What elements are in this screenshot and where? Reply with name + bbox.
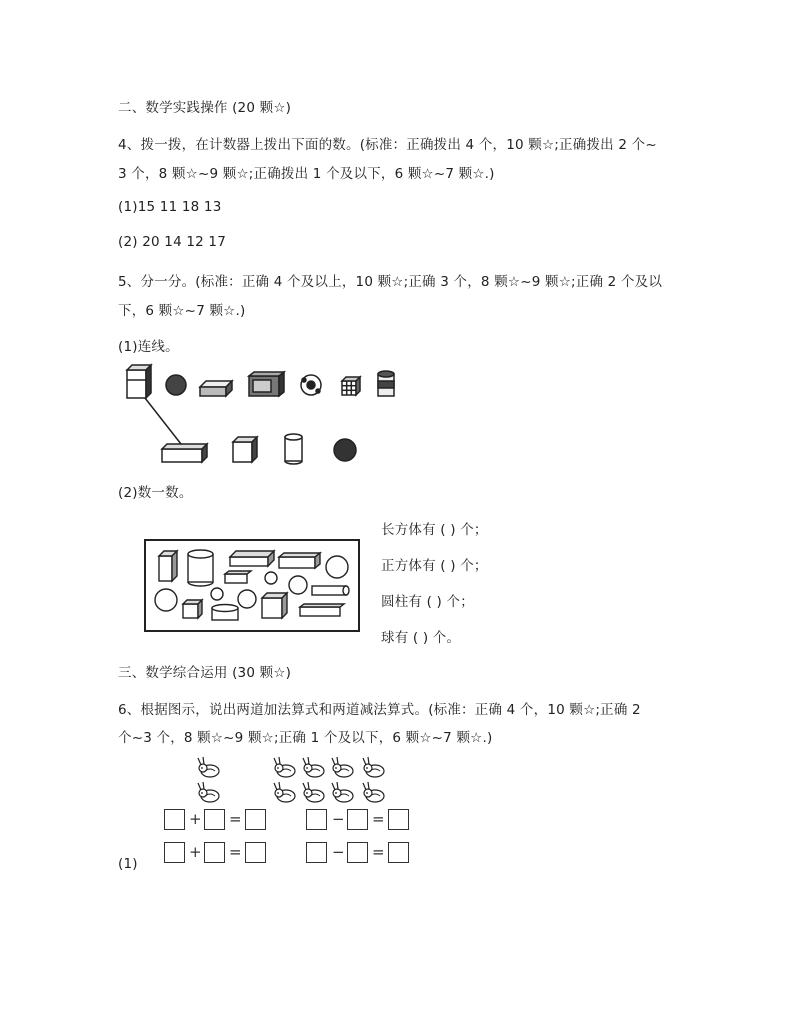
section-heading-application: 三、数学综合运用 (30 颗☆) (118, 665, 292, 681)
counting-sphere-6 (238, 590, 256, 608)
minus-sign: − (332, 810, 345, 828)
counting-cuboid-4 (225, 571, 251, 583)
soccer-ball-object[interactable] (301, 375, 321, 395)
cube-shape[interactable] (233, 437, 257, 462)
q5-sub-1: (1)连线。 (118, 339, 179, 355)
counting-cuboid-2 (230, 551, 274, 566)
rabbit-icon (198, 757, 219, 777)
count-cube-line: 正方体有 ( ) 个； (381, 558, 488, 574)
q5-instruction-line2: 下，6 颗☆~7 颗☆.) (118, 303, 246, 319)
counting-cylinder-3 (212, 605, 238, 621)
rabbit-icon (274, 757, 295, 777)
q4-instruction-line2: 3 个，8 颗☆~9 颗☆;正确拨出 1 个及以下，6 颗☆~7 颗☆.) (118, 166, 495, 182)
counting-cylinder-2 (312, 586, 349, 595)
q6-instruction-line1: 6、根据图示，说出两道加法算式和两道减法算式。(标准：正确 4 个，10 颗☆;正确 2 (118, 702, 641, 718)
rabbit-icon (274, 782, 295, 802)
q4-item-1: (1)15 11 18 13 (118, 199, 222, 215)
count-cylinder-line: 圆柱有 ( ) 个； (381, 594, 474, 610)
counting-cuboid-5 (300, 604, 344, 616)
counting-cylinder-1 (188, 550, 213, 586)
sphere-shape[interactable] (334, 439, 356, 461)
counting-cube-2 (262, 593, 287, 618)
ball-object[interactable] (166, 375, 186, 395)
sum-box[interactable] (245, 842, 266, 863)
count-sphere-line: 球有 ( ) 个。 (381, 630, 461, 646)
difference-box[interactable] (388, 842, 409, 863)
rabbit-icon (332, 782, 353, 802)
q5-sub-2: (2)数一数。 (118, 485, 193, 501)
counting-sphere-2 (265, 572, 277, 584)
equals-sign: = (372, 843, 385, 861)
q6-instruction-line2: 个~3 个，8 颗☆~9 颗☆;正确 1 个及以下，6 颗☆~7 颗☆.) (118, 730, 493, 746)
cylinder-shape[interactable] (285, 434, 302, 464)
q5-instruction-line1: 5、分一分。(标准：正确 4 个及以上，10 颗☆;正确 3 个，8 颗☆~9 颗☆;正确 2 个及以 (118, 274, 663, 290)
equals-sign: = (229, 810, 242, 828)
microwave-object[interactable] (249, 372, 284, 396)
cuboid-shape[interactable] (162, 444, 207, 462)
rabbit-icon (332, 757, 353, 777)
rabbit-icon (303, 757, 324, 777)
counting-cube-1 (183, 600, 202, 618)
rabbit-icon (363, 782, 384, 802)
rabbit-icon (363, 757, 384, 777)
minuend-box[interactable] (306, 842, 327, 863)
counting-sphere-4 (155, 589, 177, 611)
minus-sign: − (332, 843, 345, 861)
difference-box[interactable] (388, 809, 409, 830)
subtrahend-box[interactable] (347, 842, 368, 863)
equals-sign: = (372, 810, 385, 828)
minuend-box[interactable] (306, 809, 327, 830)
counting-sphere-5 (211, 588, 223, 600)
can-object[interactable] (378, 371, 394, 396)
addend-box-1[interactable] (164, 842, 185, 863)
counting-sphere-1 (326, 556, 348, 578)
plus-sign: + (189, 810, 202, 828)
count-cuboid-line: 长方体有 ( ) 个； (381, 522, 488, 538)
counting-cuboid-1 (159, 551, 177, 581)
section-heading-practice: 二、数学实践操作 (20 颗☆) (118, 100, 292, 116)
fridge-object[interactable] (127, 365, 151, 398)
addend-box-2[interactable] (204, 809, 225, 830)
q4-instruction-line1: 4、拨一拨，在计数器上拨出下面的数。(标准：正确拨出 4 个，10 颗☆;正确拨出 2 个~ (118, 137, 657, 153)
rabbit-icon (198, 782, 219, 802)
addend-box-2[interactable] (204, 842, 225, 863)
subtrahend-box[interactable] (347, 809, 368, 830)
counting-sphere-3 (289, 576, 307, 594)
counting-cuboid-3 (279, 553, 320, 568)
plus-sign: + (189, 843, 202, 861)
equals-sign: = (229, 843, 242, 861)
addend-box-1[interactable] (164, 809, 185, 830)
q4-item-2: (2) 20 14 12 17 (118, 234, 227, 250)
q6-item-label: (1) (118, 856, 138, 872)
flat-box-object[interactable] (200, 381, 232, 396)
match-line (145, 398, 181, 444)
sum-box[interactable] (245, 809, 266, 830)
rubik-cube-object[interactable] (342, 377, 360, 395)
rabbit-icon (303, 782, 324, 802)
